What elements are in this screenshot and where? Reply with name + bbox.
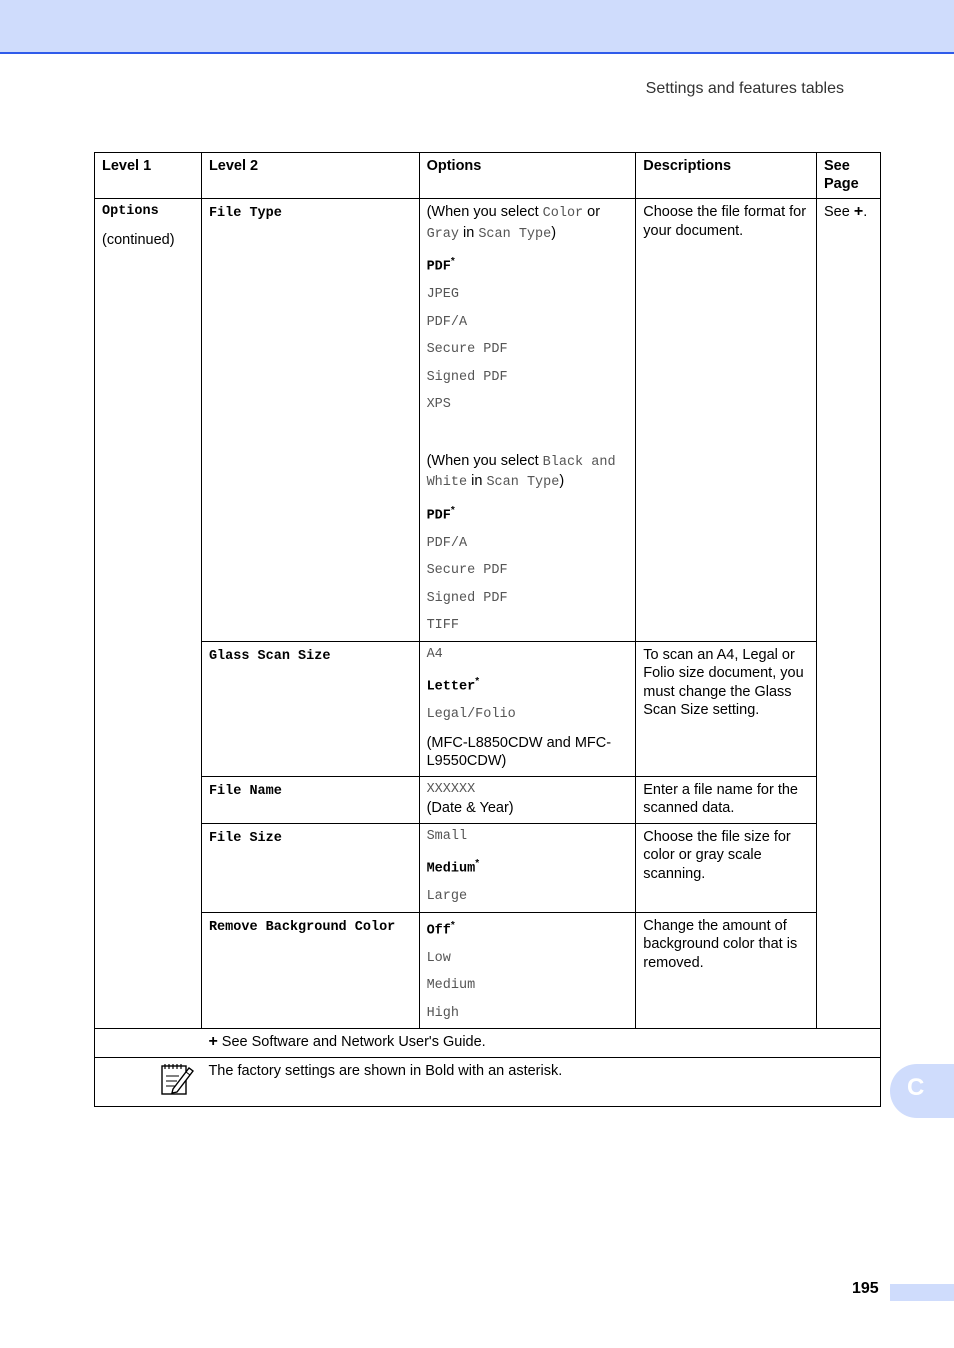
option-item: High bbox=[426, 1005, 459, 1021]
note-pencil-icon bbox=[159, 1062, 195, 1102]
option-item: PDF/A bbox=[426, 314, 468, 330]
level1-name: Options bbox=[102, 204, 159, 219]
page-number: 195 bbox=[852, 1280, 879, 1297]
option-item: Signed PDF bbox=[426, 590, 508, 606]
table-row bbox=[95, 199, 881, 642]
option-item: Low bbox=[426, 950, 451, 966]
option-item: Signed PDF bbox=[426, 369, 508, 385]
options-file-size bbox=[419, 823, 636, 912]
option-item: PDF/A bbox=[426, 535, 468, 551]
table-header-row bbox=[95, 153, 881, 199]
header-descriptions: Descriptions bbox=[636, 153, 817, 199]
condition-color-gray: (When you select Color or Gray in Scan Type) bbox=[426, 204, 601, 242]
option-item: Legal/Folio bbox=[426, 707, 516, 722]
option-default: Letter* bbox=[426, 676, 480, 695]
option-item: JPEG bbox=[426, 287, 459, 302]
table-row bbox=[95, 776, 881, 823]
header-options: Options bbox=[419, 153, 636, 199]
page-number-bar bbox=[890, 1284, 954, 1301]
options-file-name bbox=[419, 776, 636, 823]
note-text: The factory settings are shown in Bold with an asterisk. bbox=[201, 1057, 880, 1107]
option-item: Small bbox=[426, 828, 468, 844]
option-item: Large bbox=[426, 889, 468, 904]
option-item: A4 bbox=[426, 646, 443, 662]
option-default: PDF* bbox=[426, 256, 455, 275]
level2-glass-scan-size: Glass Scan Size bbox=[201, 641, 419, 776]
description-glass-scan-size: To scan an A4, Legal or Folio size document, you must change the Glass Scan Size setting. bbox=[636, 641, 817, 776]
option-item: Secure PDF bbox=[426, 563, 508, 578]
description-file-name: Enter a file name for the scanned data. bbox=[636, 776, 817, 823]
description-remove-background: Change the amount of background color that is removed. bbox=[636, 912, 817, 1029]
note-row bbox=[95, 1057, 881, 1107]
option-item: XXXXXX bbox=[426, 781, 476, 797]
options-remove-background bbox=[419, 912, 636, 1029]
description-file-size: Choose the file size for color or gray scale scanning. bbox=[636, 823, 817, 912]
option-item: Secure PDF bbox=[426, 342, 508, 357]
section-title: Settings and features tables bbox=[645, 80, 844, 97]
description-file-type: Choose the file format for your document. bbox=[636, 199, 817, 642]
options-glass-scan-size bbox=[419, 641, 636, 776]
appendix-tab bbox=[890, 1064, 954, 1118]
condition-black-white: (When you select Black and White in Scan Type) bbox=[426, 452, 616, 490]
plus-icon: + bbox=[208, 1033, 218, 1050]
appendix-letter: C bbox=[907, 1074, 925, 1101]
option-default: Off* bbox=[426, 919, 455, 938]
top-header-band bbox=[0, 0, 954, 54]
level2-remove-background: Remove Background Color bbox=[201, 912, 419, 1029]
see-page-cell: See +. bbox=[817, 199, 881, 1029]
plus-icon: + bbox=[853, 203, 864, 220]
option-note: (Date & Year) bbox=[426, 800, 514, 816]
table-row bbox=[95, 641, 881, 776]
footnote-row bbox=[95, 1029, 881, 1058]
options-file-type bbox=[419, 199, 636, 642]
level1-note: (continued) bbox=[102, 231, 175, 248]
option-default: Medium* bbox=[426, 858, 480, 877]
header-see-page: See Page bbox=[817, 153, 881, 199]
level2-file-size: File Size bbox=[201, 823, 419, 912]
level2-file-type: File Type bbox=[201, 199, 419, 642]
option-item: TIFF bbox=[426, 618, 459, 633]
table-row bbox=[95, 912, 881, 1029]
option-item: Medium bbox=[426, 978, 476, 993]
footnote: + See Software and Network User's Guide. bbox=[201, 1029, 880, 1058]
header-level2: Level 2 bbox=[201, 153, 419, 199]
option-item: XPS bbox=[426, 397, 451, 412]
table-row bbox=[95, 823, 881, 912]
option-default: PDF* bbox=[426, 504, 455, 523]
models-note: (MFC-L8850CDW and MFC-L9550CDW) bbox=[426, 734, 612, 769]
level2-file-name: File Name bbox=[201, 776, 419, 823]
settings-table bbox=[94, 152, 881, 1107]
header-level1: Level 1 bbox=[95, 153, 202, 199]
level1-cell bbox=[95, 199, 202, 1029]
